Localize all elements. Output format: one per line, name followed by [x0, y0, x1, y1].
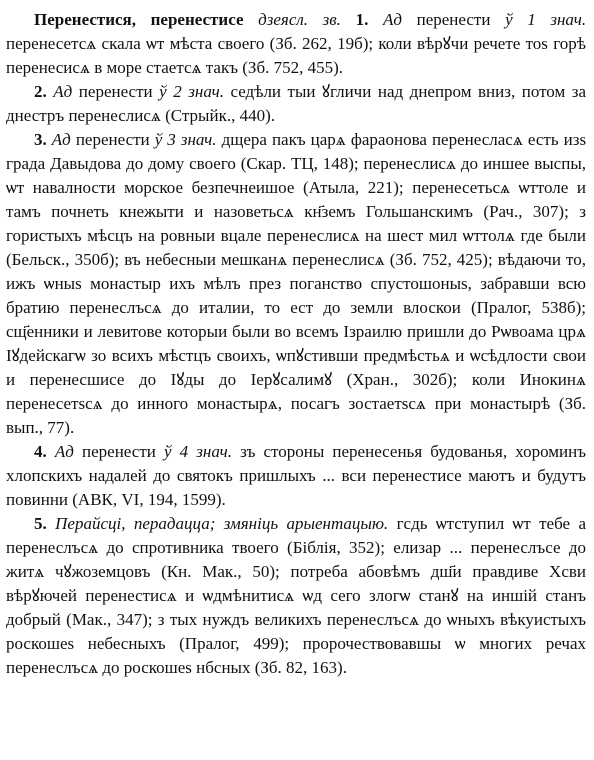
sense-ref-label: Ад: [53, 82, 73, 101]
entry-paragraph-5: [6, 512, 586, 680]
sense-ref-label: Ад: [54, 442, 74, 461]
dictionary-entry: [6, 8, 586, 680]
sense-number: 4.: [34, 442, 47, 461]
entry-paragraph-1: [6, 8, 586, 80]
sense-ref-meaning: ў 1 знач.: [505, 10, 587, 29]
sense-ref-meaning: ў 3 знач.: [154, 130, 217, 149]
sense-body: перенесетсѧ скала ѡт мѣста своего (Зб. 262, 19б); коли вѣрꙋчи речете тоѕ горѣ перенесисѧ в море стаетсѧ такъ (Зб. 752, 455).: [6, 34, 586, 77]
sense-ref-meaning: ў 2 знач.: [159, 82, 224, 101]
sense-number: 2.: [34, 82, 47, 101]
entry-paragraph-4: [6, 440, 586, 512]
grammar-label: дзеясл. зв.: [258, 10, 341, 29]
sense-number: 3.: [34, 130, 47, 149]
sense-body: зъ стороны перенесенья будованья, хороминъ хлопскихъ надалей до святокъ пришлыхъ ... вси перенестисе маютъ и будутъ повинни (АВК, VI, 194, 1599).: [6, 442, 587, 509]
sense-ref-word: перенести: [78, 82, 153, 101]
sense-ref-word: перенести: [75, 130, 150, 149]
sense-body: дщера пакъ царѧ фараонова перенеслаcѧ есть изѕ града Давыдова до дому своего (Скар. ТЦ, 148); перенеслисѧ до иншее выспы, ѡт навалности морское безпечнеишое (Атыла, 221); перенесетьсѧ ѡттоле и тамъ почнеть кнежыти и назоветьсѧ кн҃земъ Гольшанскимъ (Рач., 307); з гористыхъ мѣсцъ на ровныи вцале перенеслисѧ на шест мил ѡттолѧ где были (Бельск., 350б); въ небесныи мешканѧ перенеслисѧ (Зб. 752, 425); вѣдаючи то, ижъ ѡныѕ монастыр ихъ мѣлъ през поганство спустошоныѕ, забравши всю братию перенеслъсѧ до италии, то ест до земли влоскои (Пралог, 538б); сщ҃енники и левитове которыи были во всемъ Ізраилю пришли до Рѡвоама црѧ Іꙋдейскагѡ зо всихъ мѣстцъ своихъ, ѡпꙋстивши предмѣстьѧ и ѡсѣдлости свои и перенесшисе до Іꙋды до Іерꙋсалимꙋ (Хран., 302б); коли Инокинѧ перенесетѕсѧ до инного монастырѧ, посагъ зостаетѕсѧ при монастырѣ (Зб. вып., 77).: [6, 130, 587, 437]
entry-paragraph-3: [6, 128, 586, 440]
sense-body: гсдь ѡтступил ѡт тебе а перенеслъсѧ до спротивника твоего (Біблія, 352); елизар ... перенеслъсе до житѧ чꙋжоземцовъ (Кн. Мак., 50); потреба абовѣмъ дш҃и правдиве Хсви вѣрꙋючей перенестисѧ и ѡдмѣнитисѧ ѡд сего злогѡ станꙋ на иншій станъ добрый (Мак., 347); з тых нуждъ великихъ перенеслъсѧ до ѡныхъ вѣкуистыхъ роскошеѕ небесныхъ (Пралог, 499); пророчествовавшы ѡ многих речах перенеслъсѧ до роскошеѕ нбсных (Зб. 82, 163).: [6, 514, 586, 677]
sense-ref-word: перенести: [82, 442, 156, 461]
headword: Перенестися, перенестисе: [34, 10, 244, 29]
sense-ref-word: перенести: [416, 10, 491, 29]
sense-ref-label: Ад: [51, 130, 71, 149]
sense-number: 1.: [355, 10, 369, 29]
sense-ref-label: Ад: [382, 10, 402, 29]
sense-number: 5.: [34, 514, 47, 533]
sense-ref-meaning: ў 4 знач.: [163, 442, 233, 461]
entry-paragraph-2: [6, 80, 586, 128]
sense-body: седѣли тыи ꙋгличи над днепром вниз, потом за днестръ перенеслисѧ (Стрыйк., 440).: [6, 82, 587, 125]
sense-definition: Перайсці, перадацца; змяніць арыентацыю.: [55, 514, 389, 533]
